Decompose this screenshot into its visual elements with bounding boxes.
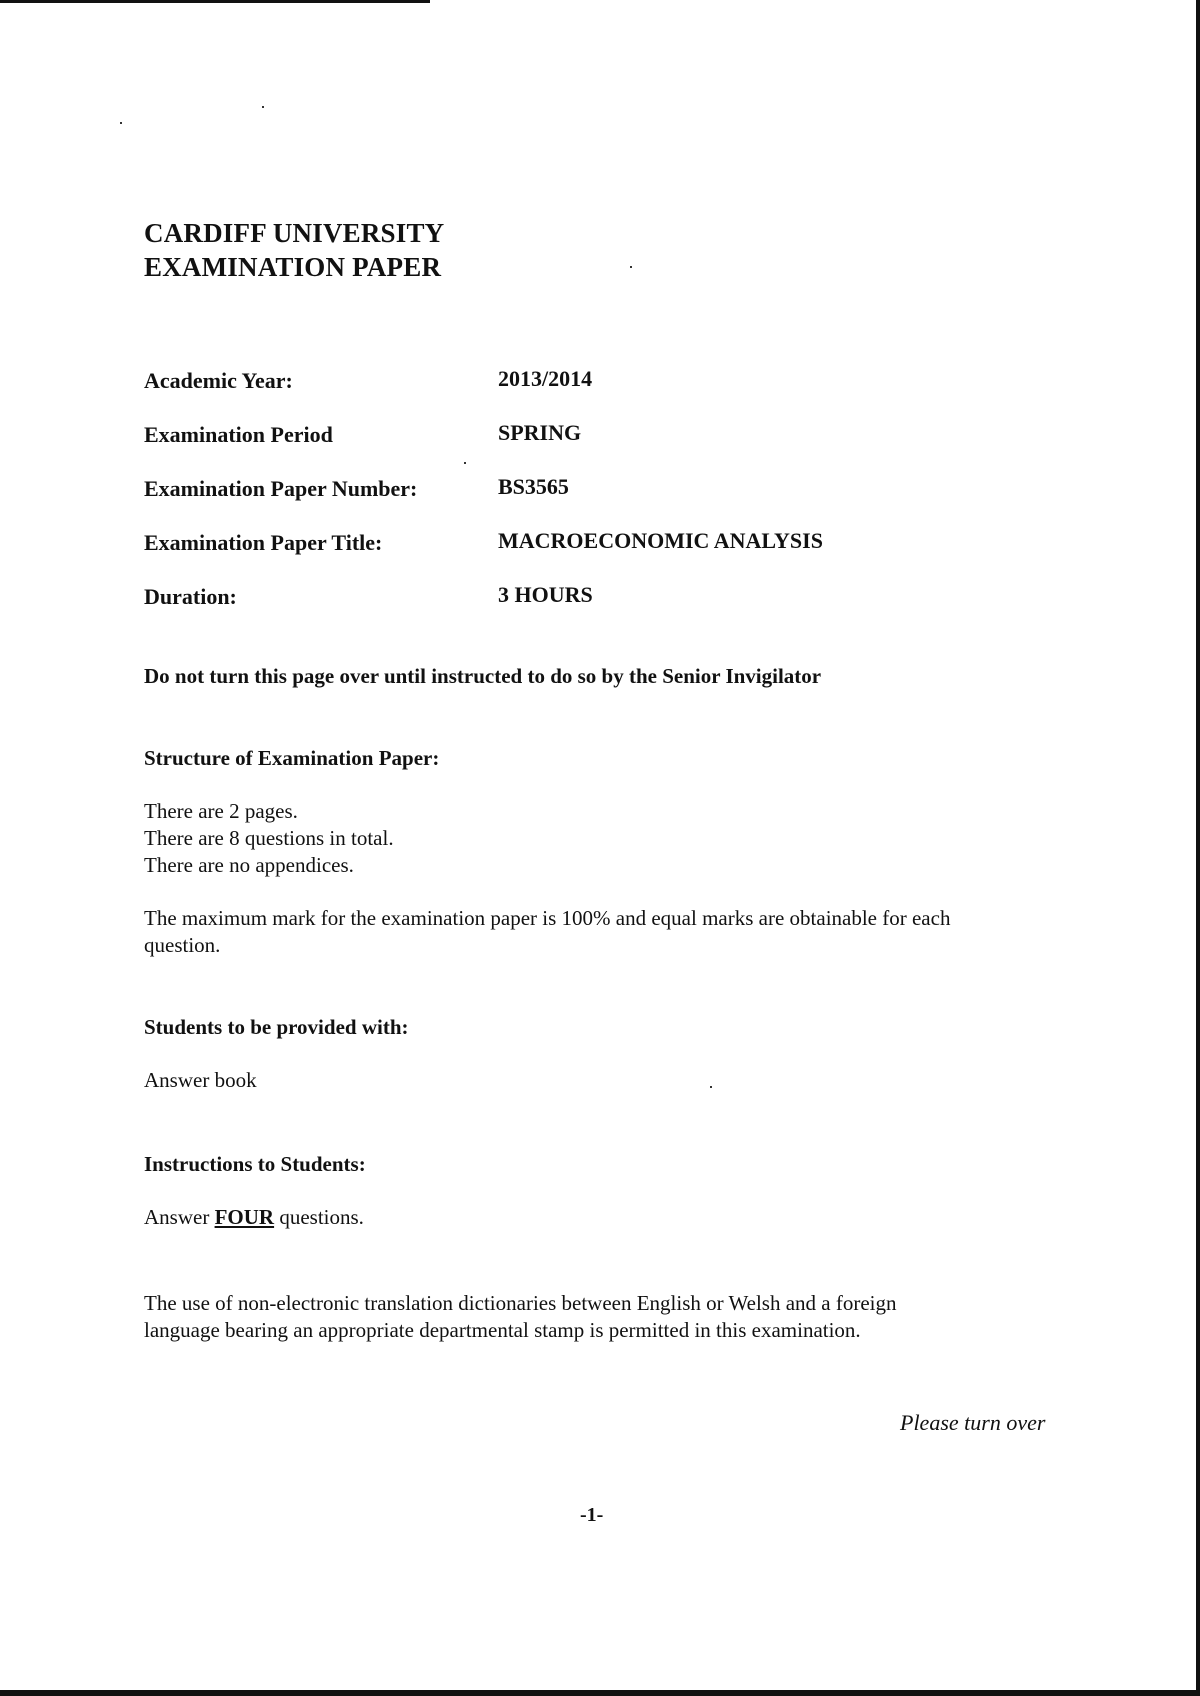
dictionary-line-2: language bearing an appropriate departmental stamp is permitted in this examination.	[144, 1318, 861, 1342]
duration-value: 3 HOURS	[498, 582, 593, 607]
max-mark-line-1: The maximum mark for the examination paper is 100% and equal marks are obtainable for each	[144, 906, 951, 930]
turn-over-note: Please turn over	[900, 1410, 1046, 1435]
paper-number-label: Examination Paper Number:	[144, 476, 418, 501]
structure-heading: Structure of Examination Paper:	[144, 746, 440, 770]
academic-year-label: Academic Year:	[144, 368, 293, 393]
paper-type: EXAMINATION PAPER	[144, 252, 442, 282]
scan-edge-top	[0, 0, 430, 3]
scan-edge-right	[1196, 0, 1200, 1696]
exam-period-label: Examination Period	[144, 422, 333, 447]
scan-speck	[630, 266, 632, 268]
university-name: CARDIFF UNIVERSITY	[144, 218, 445, 248]
answer-count: FOUR	[214, 1205, 275, 1229]
paper-title-label: Examination Paper Title:	[144, 530, 383, 555]
structure-appendices-line: There are no appendices.	[144, 853, 354, 877]
answer-instruction-line	[144, 1204, 1074, 1231]
scan-edge-bottom	[0, 1690, 1200, 1696]
answer-prefix: Answer	[144, 1205, 210, 1229]
scan-speck	[262, 106, 264, 108]
structure-questions-line: There are 8 questions in total.	[144, 826, 394, 850]
answer-suffix: questions.	[274, 1205, 364, 1229]
page-title	[144, 216, 444, 284]
exam-period-value: SPRING	[498, 420, 582, 445]
instructions-heading: Instructions to Students:	[144, 1152, 366, 1176]
scan-speck	[120, 122, 122, 124]
structure-lines	[144, 798, 1074, 879]
max-mark-text	[144, 905, 1074, 959]
paper-number-value: BS3565	[498, 474, 569, 499]
duration-label: Duration:	[144, 584, 237, 609]
answer-instruction	[144, 1204, 1074, 1231]
max-mark-line-2: question.	[144, 933, 221, 957]
academic-year-value: 2013/2014	[498, 366, 593, 391]
page-number: -1-	[580, 1504, 604, 1526]
invigilator-notice: Do not turn this page over until instructed to do so by the Senior Invigilator	[144, 664, 822, 688]
structure-pages-line: There are 2 pages.	[144, 799, 298, 823]
provided-heading: Students to be provided with:	[144, 1015, 409, 1039]
paper-title-value: MACROECONOMIC ANALYSIS	[498, 528, 823, 553]
scan-speck	[464, 462, 466, 464]
dictionary-policy	[144, 1290, 1074, 1344]
provided-text: Answer book	[144, 1068, 257, 1092]
dictionary-line-1: The use of non-electronic translation dictionaries between English or Welsh and a foreign	[144, 1291, 897, 1315]
